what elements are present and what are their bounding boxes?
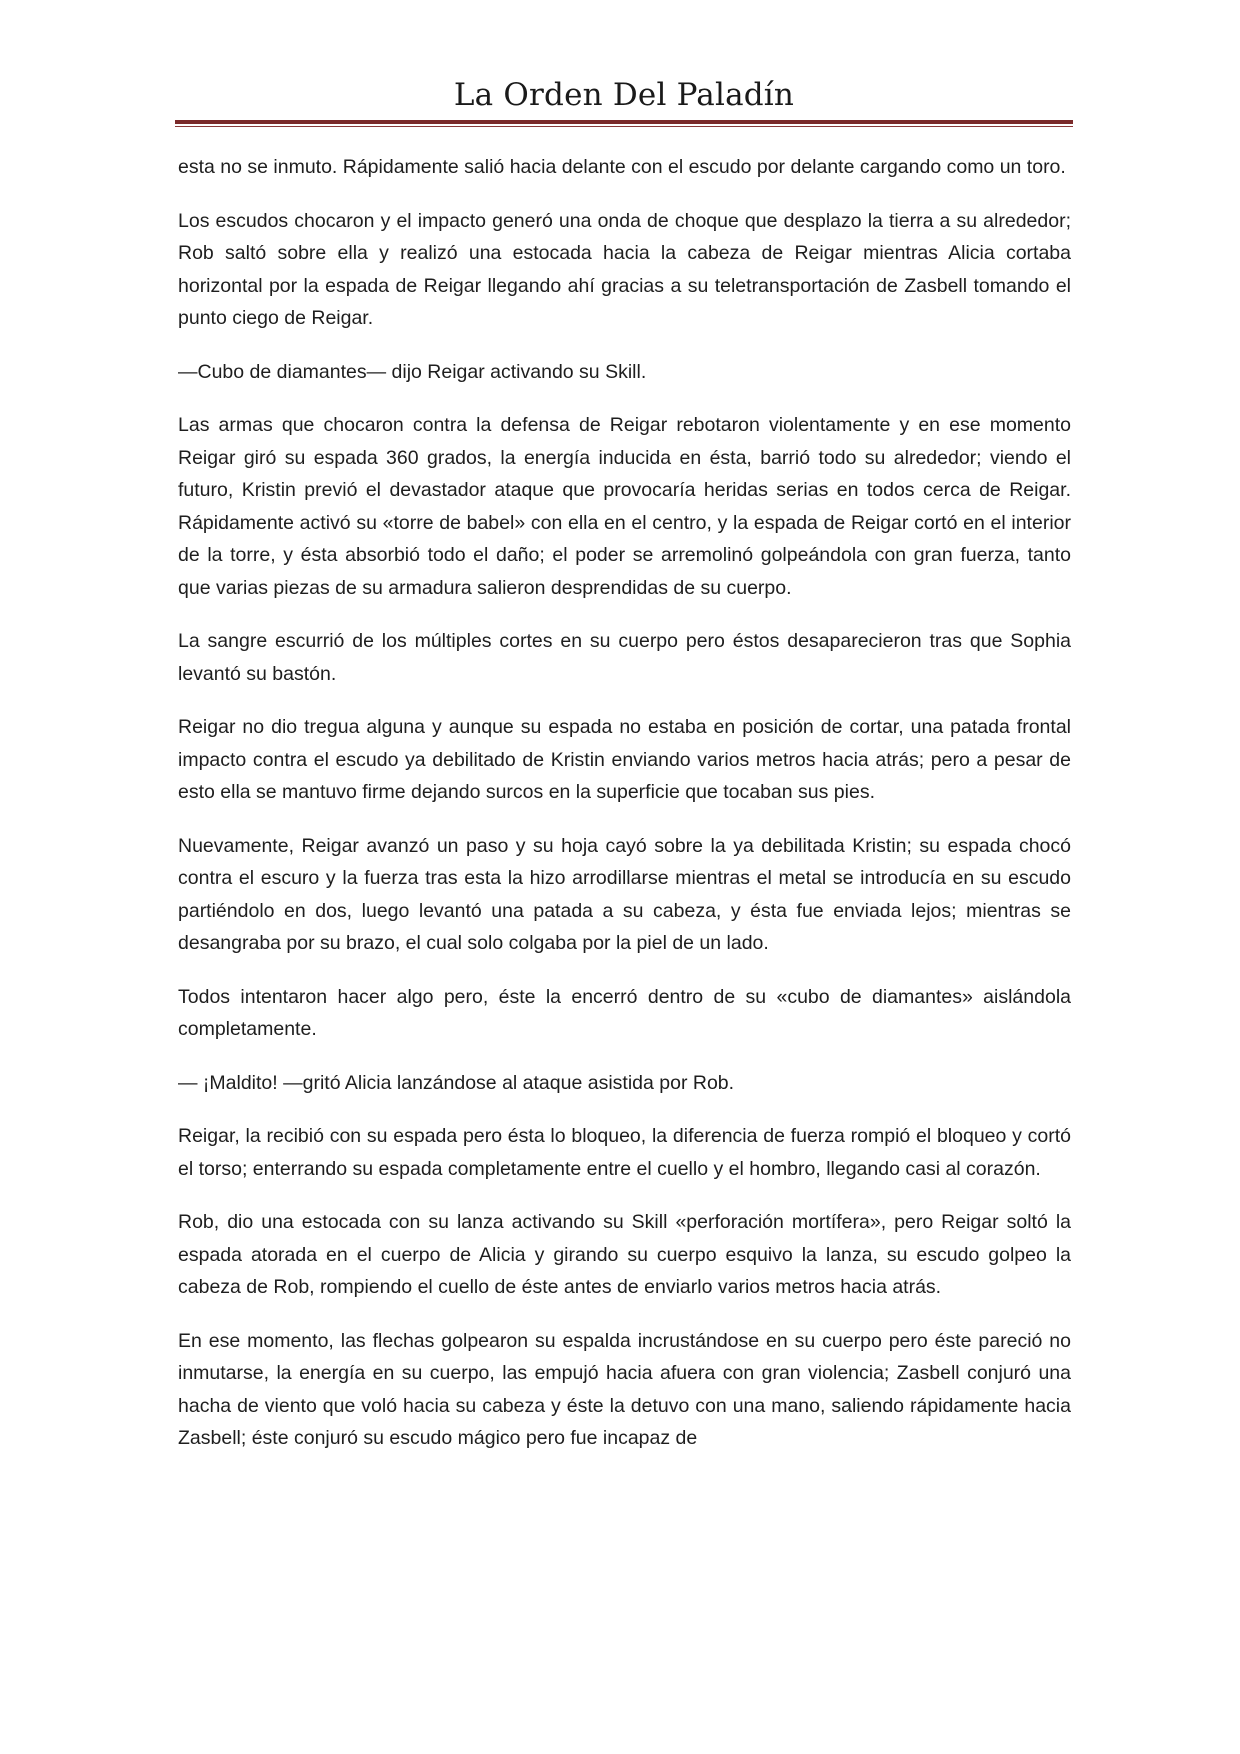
page-body xyxy=(178,151,1071,1476)
paragraph: Reigar, la recibió con su espada pero ésta lo bloqueo, la diferencia de fuerza rompió el bloqueo y cortó el torso; enterrando su espada completamente entre el cuello y el hombro, llegando casi al corazón. xyxy=(178,1125,1071,1180)
header-rule-thin xyxy=(175,126,1073,127)
running-header-title: La Orden Del Paladín xyxy=(453,77,795,113)
paragraph: esta no se inmuto. Rápidamente salió hacia delante con el escudo por delante cargando como un toro. xyxy=(178,156,1066,178)
paragraph: — ¡Maldito! —gritó Alicia lanzándose al ataque asistida por Rob. xyxy=(178,1071,735,1094)
paragraph: Los escudos chocaron y el impacto generó una onda de choque que desplazo la tierra a su alrededor; Rob saltó sobre ella y realizó una estocada hacia la cabeza de Reigar mientras Alicia cortaba horizontal por la espada de Reigar llegando ahí gracias a su teletransportación de Zasbell tomando el punto ciego de Reigar. xyxy=(178,209,1071,329)
paragraph: En ese momento, las flechas golpearon su espalda incrustándose en su cuerpo pero éste pareció no inmutarse, la energía en su cuerpo, las empujó hacia afuera con gran violencia; Zasbell conjuró una hacha de viento que voló hacia su cabeza y éste la detuvo con una mano, saliendo rápidamente hacia Zasbell; éste conjuró su escudo mágico pero fue incapaz de xyxy=(178,1329,1071,1449)
paragraph: Rob, dio una estocada con su lanza activando su Skill «perforación mortífera», pero Reigar soltó la espada atorada en el cuerpo de Alicia y girando su cuerpo esquivo la lanza, su escudo golpeo la cabeza de Rob, rompiendo el cuello de éste antes de enviarlo varios metros hacia atrás. xyxy=(178,1211,1071,1298)
paragraph: Nuevamente, Reigar avanzó un paso y su hoja cayó sobre la ya debilitada Kristin; su espada chocó contra el escuro y la fuerza tras esta la hizo arrodillarse mientras el metal se introducía en su escudo partiéndolo en dos, luego levantó una patada a su cabeza, y ésta fue enviada lejos; mientras se desangraba por su brazo, el cual solo colgaba por la piel de un lado. xyxy=(178,834,1071,954)
header-rule-thick xyxy=(175,120,1073,124)
paragraph: —Cubo de diamantes— dijo Reigar activando su Skill. xyxy=(178,360,647,383)
paragraph: Todos intentaron hacer algo pero, éste la encerró dentro de su «cubo de diamantes» aislándola completamente. xyxy=(178,985,1071,1040)
paragraph: La sangre escurrió de los múltiples cortes en su cuerpo pero éstos desaparecieron tras que Sophia levantó su bastón. xyxy=(178,630,1071,685)
paragraph: Reigar no dio tregua alguna y aunque su espada no estaba en posición de cortar, una patada frontal impacto contra el escudo ya debilitado de Kristin enviando varios metros hacia atrás; pero a pesar de esto ella se mantuvo firme dejando surcos en la superficie que tocaban sus pies. xyxy=(178,716,1071,803)
paragraph: Las armas que chocaron contra la defensa de Reigar rebotaron violentamente y en ese momento Reigar giró su espada 360 grados, la energía inducida en ésta, barrió todo su alrededor; viendo el futuro, Kristin previó el devastador ataque que provocaría heridas serias en todos cerca de Reigar. Rápidamente activó su «torre de babel» con ella en el centro, y la espada de Reigar cortó en el interior de la torre, y ésta absorbió todo el daño; el poder se arremolinó golpeándola con gran fuerza, tanto que varias piezas de su armadura salieron desprendidas de su cuerpo. xyxy=(178,414,1071,599)
